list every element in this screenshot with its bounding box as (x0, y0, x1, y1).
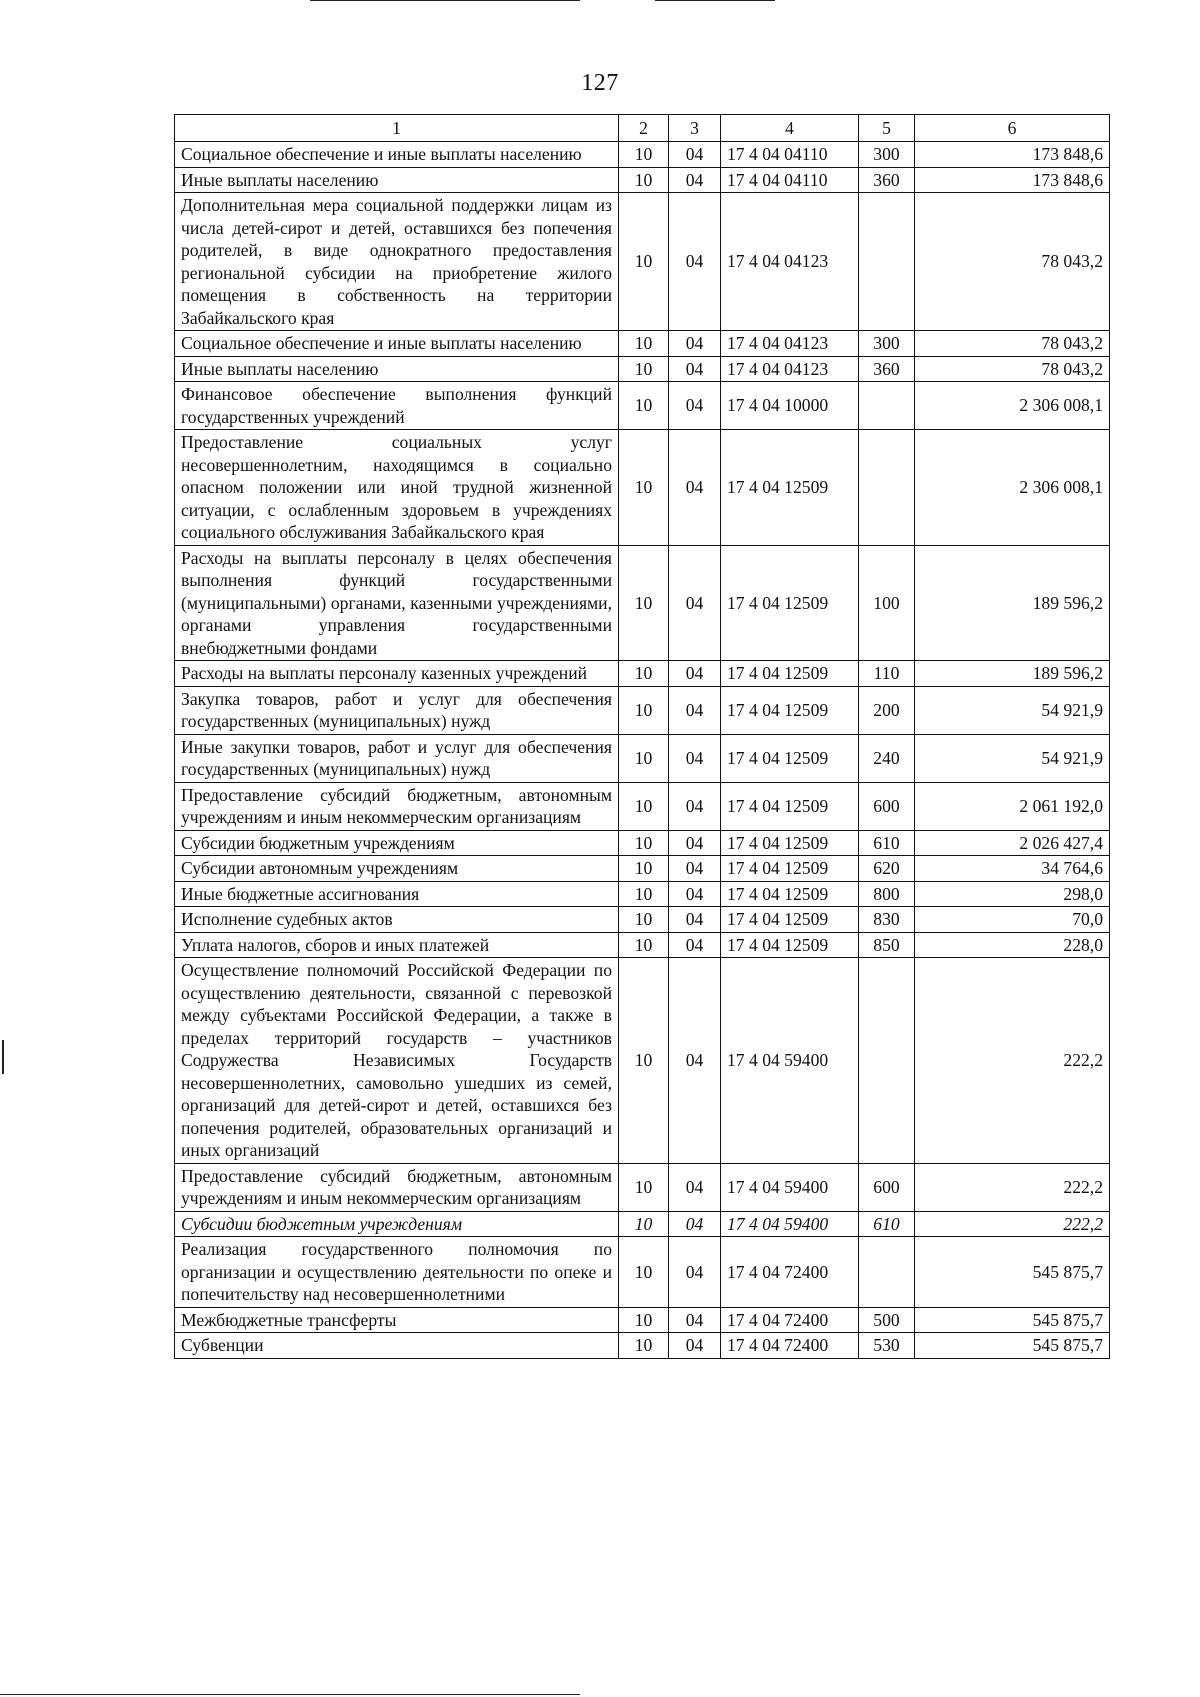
cell-section: 10 (619, 958, 669, 1164)
cell-subsection: 04 (669, 830, 721, 856)
cell-target-code: 17 4 04 12509 (721, 545, 859, 661)
cell-name: Дополнительная мера социальной поддержки лицам из числа детей-сирот и детей, оставшихся без попечения родителей, в виде однократного предоставления региональной субсидии на приобретение жилого помещения в собственность на территории Забайкальского края (175, 193, 619, 331)
cell-expense-type: 100 (859, 545, 915, 661)
cell-section: 10 (619, 193, 669, 331)
cell-target-code: 17 4 04 12509 (721, 782, 859, 830)
cell-subsection: 04 (669, 686, 721, 734)
table-row (175, 331, 1110, 357)
cell-section: 10 (619, 782, 669, 830)
cell-section: 10 (619, 382, 669, 430)
cell-section: 10 (619, 881, 669, 907)
cell-amount: 189 596,2 (915, 661, 1110, 687)
cell-section: 10 (619, 331, 669, 357)
cell-amount: 189 596,2 (915, 545, 1110, 661)
cell-target-code: 17 4 04 12509 (721, 661, 859, 687)
cell-section: 10 (619, 686, 669, 734)
cell-name: Социальное обеспечение и иные выплаты населению (175, 331, 619, 357)
cell-subsection: 04 (669, 1237, 721, 1308)
table-row (175, 734, 1110, 782)
cell-target-code: 17 4 04 04110 (721, 167, 859, 193)
cell-section: 10 (619, 1307, 669, 1333)
cell-expense-type: 300 (859, 142, 915, 168)
scan-artifact-top-right (655, 0, 775, 1)
table-row (175, 167, 1110, 193)
cell-name: Уплата налогов, сборов и иных платежей (175, 932, 619, 958)
cell-amount: 54 921,9 (915, 686, 1110, 734)
cell-subsection: 04 (669, 958, 721, 1164)
cell-target-code: 17 4 04 59400 (721, 1163, 859, 1211)
table-row (175, 661, 1110, 687)
cell-subsection: 04 (669, 142, 721, 168)
cell-section: 10 (619, 545, 669, 661)
cell-expense-type: 110 (859, 661, 915, 687)
cell-name: Субсидии бюджетным учреждениям (175, 830, 619, 856)
cell-section: 10 (619, 167, 669, 193)
cell-section: 10 (619, 734, 669, 782)
cell-expense-type (859, 1237, 915, 1308)
scan-artifact-top-left (310, 0, 580, 1)
cell-target-code: 17 4 04 12509 (721, 932, 859, 958)
cell-target-code: 17 4 04 12509 (721, 856, 859, 882)
header-col-3: 3 (669, 115, 721, 142)
cell-expense-type (859, 193, 915, 331)
cell-expense-type: 620 (859, 856, 915, 882)
cell-expense-type (859, 958, 915, 1164)
table-body (175, 142, 1110, 1359)
cell-subsection: 04 (669, 430, 721, 546)
cell-subsection: 04 (669, 734, 721, 782)
cell-expense-type: 610 (859, 1211, 915, 1237)
cell-amount: 54 921,9 (915, 734, 1110, 782)
cell-target-code: 17 4 04 04123 (721, 356, 859, 382)
cell-name: Субвенции (175, 1333, 619, 1359)
cell-expense-type: 830 (859, 907, 915, 933)
table-row (175, 907, 1110, 933)
cell-name: Финансовое обеспечение выполнения функций государственных учреждений (175, 382, 619, 430)
cell-subsection: 04 (669, 356, 721, 382)
cell-section: 10 (619, 932, 669, 958)
table-row (175, 932, 1110, 958)
cell-target-code: 17 4 04 12509 (721, 830, 859, 856)
cell-section: 10 (619, 830, 669, 856)
cell-target-code: 17 4 04 12509 (721, 686, 859, 734)
cell-target-code: 17 4 04 72400 (721, 1237, 859, 1308)
cell-amount: 34 764,6 (915, 856, 1110, 882)
scan-artifact-bottom-left (0, 1694, 580, 1695)
header-col-2: 2 (619, 115, 669, 142)
cell-subsection: 04 (669, 1307, 721, 1333)
table-row (175, 1237, 1110, 1308)
cell-amount: 2 306 008,1 (915, 430, 1110, 546)
header-col-5: 5 (859, 115, 915, 142)
cell-name: Иные выплаты населению (175, 356, 619, 382)
cell-amount: 222,2 (915, 1211, 1110, 1237)
table-row (175, 382, 1110, 430)
cell-name: Реализация государственного полномочия по организации и осуществлению деятельности по опеке и попечительству над несовершеннолетними (175, 1237, 619, 1308)
cell-subsection: 04 (669, 881, 721, 907)
header-col-4: 4 (721, 115, 859, 142)
cell-name: Расходы на выплаты персоналу казенных учреждений (175, 661, 619, 687)
cell-target-code: 17 4 04 12509 (721, 881, 859, 907)
table-row (175, 545, 1110, 661)
cell-subsection: 04 (669, 545, 721, 661)
cell-amount: 545 875,7 (915, 1237, 1110, 1308)
cell-expense-type: 300 (859, 331, 915, 357)
cell-amount: 2 026 427,4 (915, 830, 1110, 856)
table-row (175, 958, 1110, 1164)
cell-section: 10 (619, 1211, 669, 1237)
cell-section: 10 (619, 907, 669, 933)
cell-subsection: 04 (669, 1163, 721, 1211)
cell-subsection: 04 (669, 782, 721, 830)
cell-amount: 2 306 008,1 (915, 382, 1110, 430)
cell-expense-type: 800 (859, 881, 915, 907)
table-row (175, 356, 1110, 382)
cell-subsection: 04 (669, 193, 721, 331)
cell-subsection: 04 (669, 661, 721, 687)
cell-expense-type: 360 (859, 167, 915, 193)
scan-artifact-left-margin (2, 1040, 4, 1074)
cell-subsection: 04 (669, 932, 721, 958)
cell-name: Иные выплаты населению (175, 167, 619, 193)
cell-amount: 222,2 (915, 1163, 1110, 1211)
cell-subsection: 04 (669, 1211, 721, 1237)
table-row (175, 1163, 1110, 1211)
cell-name: Иные закупки товаров, работ и услуг для обеспечения государственных (муниципальных) нужд (175, 734, 619, 782)
cell-name: Социальное обеспечение и иные выплаты населению (175, 142, 619, 168)
cell-name: Осуществление полномочий Российской Федерации по осуществлению деятельности, связанной с перевозкой между субъектами Российской Федерации, а также в пределах территорий государств – участников Содружества Независимых Государств несовершеннолетних, самовольно ушедших из семей, организаций для детей-сирот и детей, оставшихся без попечения родителей, образовательных организаций и иных организаций (175, 958, 619, 1164)
table-row (175, 782, 1110, 830)
cell-target-code: 17 4 04 04123 (721, 331, 859, 357)
cell-target-code: 17 4 04 04110 (721, 142, 859, 168)
cell-subsection: 04 (669, 856, 721, 882)
table-row (175, 1333, 1110, 1359)
cell-name: Предоставление социальных услуг несовершеннолетним, находящимся в социально опасном положении или иной трудной жизненной ситуации, с ослабленным здоровьем в учреждениях социального обслуживания Забайкальского края (175, 430, 619, 546)
header-row (175, 115, 1110, 142)
cell-expense-type: 600 (859, 782, 915, 830)
cell-expense-type: 850 (859, 932, 915, 958)
cell-section: 10 (619, 856, 669, 882)
cell-name: Предоставление субсидий бюджетным, автономным учреждениям и иным некоммерческим организациям (175, 782, 619, 830)
table-row (175, 881, 1110, 907)
cell-subsection: 04 (669, 382, 721, 430)
cell-amount: 78 043,2 (915, 193, 1110, 331)
cell-amount: 545 875,7 (915, 1333, 1110, 1359)
cell-expense-type: 500 (859, 1307, 915, 1333)
cell-section: 10 (619, 1333, 669, 1359)
cell-subsection: 04 (669, 907, 721, 933)
cell-amount: 70,0 (915, 907, 1110, 933)
cell-name: Расходы на выплаты персоналу в целях обеспечения выполнения функций государственными (муниципальными) органами, казенными учреждениями, органами управления государственными внебюджетными фондами (175, 545, 619, 661)
cell-name: Иные бюджетные ассигнования (175, 881, 619, 907)
cell-expense-type: 600 (859, 1163, 915, 1211)
cell-name: Субсидии автономным учреждениям (175, 856, 619, 882)
cell-target-code: 17 4 04 10000 (721, 382, 859, 430)
cell-target-code: 17 4 04 12509 (721, 907, 859, 933)
cell-target-code: 17 4 04 12509 (721, 734, 859, 782)
cell-expense-type: 360 (859, 356, 915, 382)
table-row (175, 830, 1110, 856)
cell-expense-type: 200 (859, 686, 915, 734)
cell-amount: 222,2 (915, 958, 1110, 1164)
table-row (175, 193, 1110, 331)
table-row (175, 856, 1110, 882)
cell-amount: 173 848,6 (915, 142, 1110, 168)
cell-target-code: 17 4 04 59400 (721, 1211, 859, 1237)
cell-subsection: 04 (669, 1333, 721, 1359)
table-row (175, 1307, 1110, 1333)
cell-subsection: 04 (669, 167, 721, 193)
cell-target-code: 17 4 04 72400 (721, 1333, 859, 1359)
header-col-6: 6 (915, 115, 1110, 142)
cell-expense-type: 610 (859, 830, 915, 856)
cell-target-code: 17 4 04 72400 (721, 1307, 859, 1333)
cell-subsection: 04 (669, 331, 721, 357)
cell-amount: 298,0 (915, 881, 1110, 907)
table-header (175, 115, 1110, 142)
cell-section: 10 (619, 1163, 669, 1211)
cell-target-code: 17 4 04 59400 (721, 958, 859, 1164)
cell-amount: 78 043,2 (915, 356, 1110, 382)
header-col-1: 1 (175, 115, 619, 142)
page-number: 127 (581, 70, 619, 96)
cell-section: 10 (619, 1237, 669, 1308)
cell-target-code: 17 4 04 12509 (721, 430, 859, 546)
cell-name: Предоставление субсидий бюджетным, автономным учреждениям и иным некоммерческим организациям (175, 1163, 619, 1211)
table-row (175, 1211, 1110, 1237)
cell-section: 10 (619, 430, 669, 546)
cell-amount: 78 043,2 (915, 331, 1110, 357)
cell-section: 10 (619, 356, 669, 382)
cell-target-code: 17 4 04 04123 (721, 193, 859, 331)
cell-section: 10 (619, 661, 669, 687)
cell-amount: 2 061 192,0 (915, 782, 1110, 830)
cell-section: 10 (619, 142, 669, 168)
cell-amount: 545 875,7 (915, 1307, 1110, 1333)
cell-expense-type: 240 (859, 734, 915, 782)
cell-amount: 173 848,6 (915, 167, 1110, 193)
cell-expense-type (859, 382, 915, 430)
cell-expense-type: 530 (859, 1333, 915, 1359)
table-row (175, 142, 1110, 168)
cell-expense-type (859, 430, 915, 546)
cell-name: Закупка товаров, работ и услуг для обеспечения государственных (муниципальных) нужд (175, 686, 619, 734)
cell-name: Межбюджетные трансферты (175, 1307, 619, 1333)
table-row (175, 686, 1110, 734)
cell-name: Исполнение судебных актов (175, 907, 619, 933)
cell-name: Субсидии бюджетным учреждениям (175, 1211, 619, 1237)
cell-amount: 228,0 (915, 932, 1110, 958)
table-row (175, 430, 1110, 546)
budget-table (174, 114, 1110, 1359)
